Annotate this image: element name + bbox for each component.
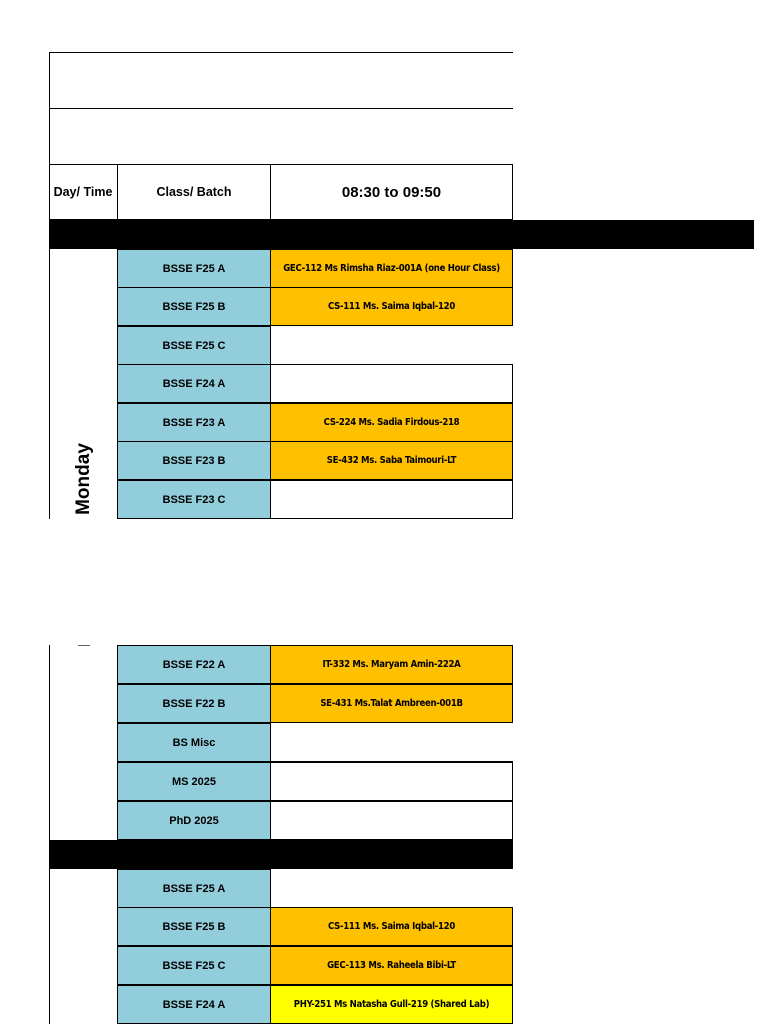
class-cell: BSSE F24 A — [117, 985, 271, 1024]
day-label-cell — [64, 438, 104, 520]
subject-cell: IT-332 Ms. Maryam Amin-222A — [270, 645, 513, 684]
subject-cell-empty — [270, 480, 513, 519]
subject-cell: CS-111 Ms. Saima Iqbal-120 — [270, 287, 513, 326]
day-separator-bar — [49, 840, 513, 869]
class-cell: BSSE F24 A — [117, 364, 271, 403]
time-slot-header: 08:30 to 09:50 — [341, 183, 442, 201]
class-cell: BSSE F25 B — [117, 287, 271, 326]
subject-cell-empty — [270, 762, 513, 801]
day-label-fragment — [78, 645, 90, 646]
class-cell: BSSE F22 B — [117, 684, 271, 723]
subject-cell-empty — [270, 869, 513, 908]
day-separator-bar — [49, 220, 754, 249]
table-border — [49, 869, 50, 1024]
table-border — [49, 249, 50, 519]
class-cell: BSSE F23 B — [117, 441, 271, 480]
table-border — [512, 164, 513, 220]
subject-cell-empty — [270, 326, 513, 365]
subject-cell: GEC-112 Ms Rimsha Riaz-001A (one Hour Class) — [270, 249, 513, 288]
table-border — [49, 52, 513, 53]
class-cell: BSSE F23 A — [117, 403, 271, 442]
table-border — [49, 108, 513, 109]
class-cell: BS Misc — [117, 723, 271, 762]
subject-cell: GEC-113 Ms. Raheela Bibi-LT — [270, 946, 513, 985]
subject-cell: CS-224 Ms. Sadia Firdous-218 — [270, 403, 513, 442]
class-cell: PhD 2025 — [117, 801, 271, 840]
subject-cell-empty — [270, 364, 513, 403]
class-cell: BSSE F23 C — [117, 480, 271, 519]
class-cell: BSSE F22 A — [117, 645, 271, 684]
subject-cell: PHY-251 Ms Natasha Gull-219 (Shared Lab) — [270, 985, 513, 1024]
class-cell: BSSE F25 C — [117, 946, 271, 985]
day-label-monday: Monday — [73, 443, 94, 515]
subject-cell-empty — [270, 801, 513, 840]
day-time-header: Day/ Time — [53, 185, 113, 199]
class-batch-header: Class/ Batch — [156, 185, 232, 199]
class-cell: MS 2025 — [117, 762, 271, 801]
class-cell: BSSE F25 A — [117, 249, 271, 288]
subject-cell: SE-432 Ms. Saba Taimouri-LT — [270, 441, 513, 480]
subject-cell: SE-431 Ms.Talat Ambreen-001B — [270, 684, 513, 723]
class-cell: BSSE F25 C — [117, 326, 271, 365]
table-border — [49, 645, 50, 840]
class-cell: BSSE F25 A — [117, 869, 271, 908]
subject-cell: CS-111 Ms. Saima Iqbal-120 — [270, 907, 513, 946]
subject-cell-empty — [270, 723, 513, 762]
class-cell: BSSE F25 B — [117, 907, 271, 946]
